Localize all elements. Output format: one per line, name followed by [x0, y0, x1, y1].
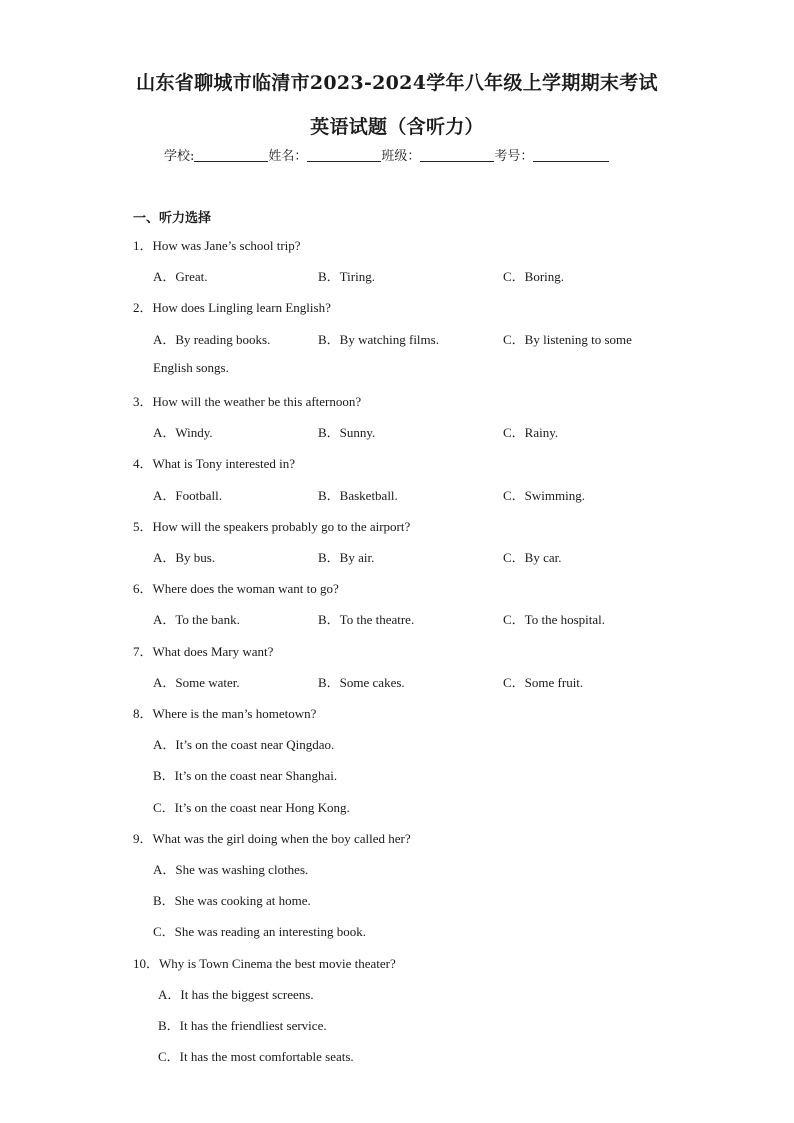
- q2-option-c-continued: English songs.: [153, 360, 229, 375]
- q10-option-b: B．It has the friendliest service.: [158, 1018, 327, 1033]
- question-1: 1．How was Jane’s school trip?: [133, 238, 301, 253]
- q9-option-b: B．She was cooking at home.: [153, 893, 311, 908]
- q8-option-a: A．It’s on the coast near Qingdao.: [153, 737, 335, 752]
- q8-option-c: C．It’s on the coast near Hong Kong.: [153, 800, 350, 815]
- school-label: 学校:: [164, 149, 195, 164]
- q7-option-a: A．Some water.: [153, 675, 240, 690]
- q8-option-b: B．It’s on the coast near Shanghai.: [153, 768, 338, 783]
- q7-option-b: B．Some cakes.: [318, 675, 405, 690]
- title-line-2: 英语试题（含听力）: [310, 116, 484, 138]
- q7-option-c: C．Some fruit.: [503, 675, 584, 690]
- title-line-1: 山东省聊城市临清市2023-2024学年八年级上学期期末考试: [136, 72, 658, 94]
- section-title: 一、听力选择: [133, 211, 212, 226]
- question-2: 2．How does Lingling learn English?: [133, 300, 331, 315]
- question-6: 6．Where does the woman want to go?: [133, 581, 339, 596]
- student-info-row: [164, 145, 609, 164]
- q5-option-a: A．By bus.: [153, 550, 216, 565]
- question-4: 4．What is Tony interested in?: [133, 456, 296, 471]
- q3-option-a: A．Windy.: [153, 425, 213, 440]
- q4-option-c: C．Swimming.: [503, 488, 585, 503]
- q9-option-a: A．She was washing clothes.: [153, 862, 309, 877]
- school-blank[interactable]: [194, 148, 268, 162]
- q5-option-c: C．By car.: [503, 550, 562, 565]
- q6-option-b: B．To the theatre.: [318, 612, 415, 627]
- class-label: 班级：: [381, 149, 421, 164]
- q4-option-b: B．Basketball.: [318, 488, 398, 503]
- question-8: 8．Where is the man’s hometown?: [133, 706, 317, 721]
- q10-option-c: C．It has the most comfortable seats.: [158, 1049, 354, 1064]
- q6-option-a: A．To the bank.: [153, 612, 240, 627]
- class-blank[interactable]: [420, 148, 494, 162]
- q2-option-a: A．By reading books.: [153, 332, 271, 347]
- q1-option-b: B．Tiring.: [318, 269, 375, 284]
- name-blank[interactable]: [307, 148, 381, 162]
- q1-option-c: C．Boring.: [503, 269, 565, 284]
- q4-option-a: A．Football.: [153, 488, 222, 503]
- q10-option-a: A．It has the biggest screens.: [158, 987, 314, 1002]
- question-3: 3．How will the weather be this afternoon?: [133, 394, 362, 409]
- q2-option-b: B．By watching films.: [318, 332, 439, 347]
- question-9: 9．What was the girl doing when the boy called her?: [133, 831, 411, 846]
- q2-option-c: C．By listening to some: [503, 332, 632, 347]
- q9-option-c: C．She was reading an interesting book.: [153, 924, 367, 939]
- name-label: 姓名：: [268, 149, 308, 164]
- q3-option-c: C．Rainy.: [503, 425, 559, 440]
- q1-option-a: A．Great.: [153, 269, 208, 284]
- q5-option-b: B．By air.: [318, 550, 375, 565]
- exam-no-label: 考号：: [494, 149, 534, 164]
- question-10: 10．Why is Town Cinema the best movie theater?: [133, 956, 396, 971]
- question-5: 5．How will the speakers probably go to the airport?: [133, 519, 411, 534]
- q3-option-b: B．Sunny.: [318, 425, 376, 440]
- exam-no-blank[interactable]: [533, 148, 609, 162]
- question-7: 7．What does Mary want?: [133, 644, 274, 659]
- q6-option-c: C．To the hospital.: [503, 612, 606, 627]
